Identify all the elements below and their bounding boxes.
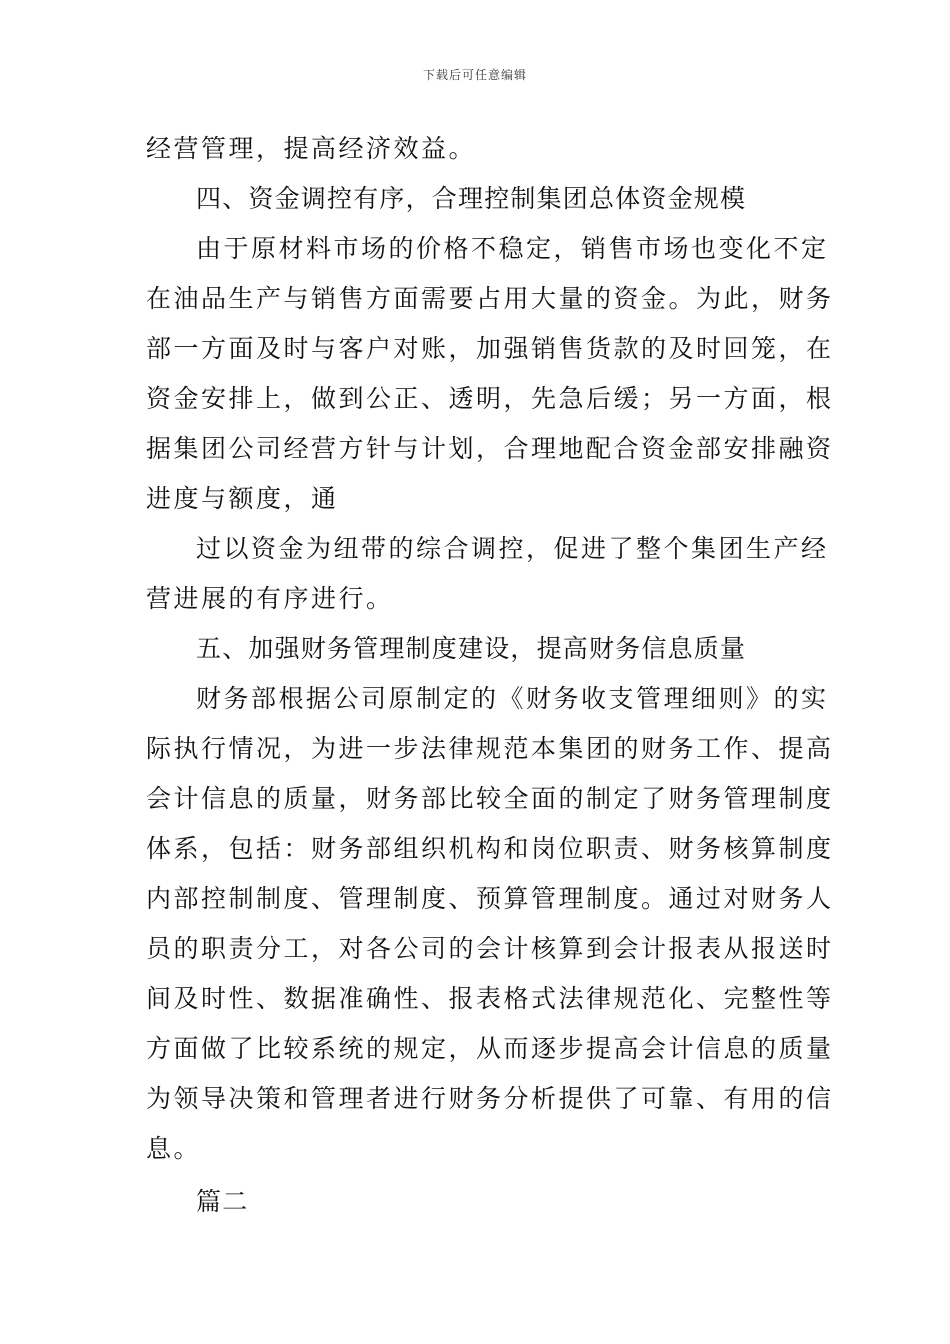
page-header: 下载后可任意编辑 bbox=[422, 68, 527, 82]
section-heading: 篇二 bbox=[196, 1187, 249, 1216]
text-line: 进度与额度，通 bbox=[146, 484, 339, 513]
text-line: 经营管理，提高经济效益。 bbox=[146, 134, 477, 163]
text-line: 过以资金为纽带的综合调控，促进了整个集团生产经 bbox=[196, 534, 829, 563]
section-heading: 四、资金调控有序，合理控制集团总体资金规模 bbox=[196, 184, 747, 213]
text-line: 部一方面及时与客户对账，加强销售货款的及时回笼，在 bbox=[146, 334, 834, 363]
text-line: 息。 bbox=[146, 1134, 202, 1163]
text-line: 会计信息的质量，财务部比较全面的制定了财务管理制度 bbox=[146, 784, 834, 813]
text-line: 间及时性、数据准确性、报表格式法律规范化、完整性等 bbox=[146, 984, 834, 1013]
text-line: 内部控制制度、管理制度、预算管理制度。通过对财务人 bbox=[146, 884, 834, 913]
section-heading: 五、加强财务管理制度建设，提高财务信息质量 bbox=[196, 634, 747, 663]
text-line: 财务部根据公司原制定的《财务收支管理细则》的实 bbox=[196, 684, 829, 713]
text-line: 由于原材料市场的价格不稳定，销售市场也变化不定 bbox=[196, 234, 829, 263]
text-line: 体系，包括：财务部组织机构和岗位职责、财务核算制度 bbox=[146, 834, 834, 863]
text-line: 据集团公司经营方针与计划，合理地配合资金部安排融资 bbox=[146, 434, 834, 463]
text-line: 方面做了比较系统的规定，从而逐步提高会计信息的质量 bbox=[146, 1034, 834, 1063]
text-line: 为领导决策和管理者进行财务分析提供了可靠、有用的信 bbox=[146, 1084, 834, 1113]
text-line: 员的职责分工，对各公司的会计核算到会计报表从报送时 bbox=[146, 934, 834, 963]
text-line: 际执行情况，为进一步法律规范本集团的财务工作、提高 bbox=[146, 734, 834, 763]
text-line: 资金安排上，做到公正、透明，先急后缓；另一方面，根 bbox=[146, 384, 834, 413]
text-line: 在油品生产与销售方面需要占用大量的资金。为此，财务 bbox=[146, 284, 834, 313]
text-line: 营进展的有序进行。 bbox=[146, 584, 394, 613]
